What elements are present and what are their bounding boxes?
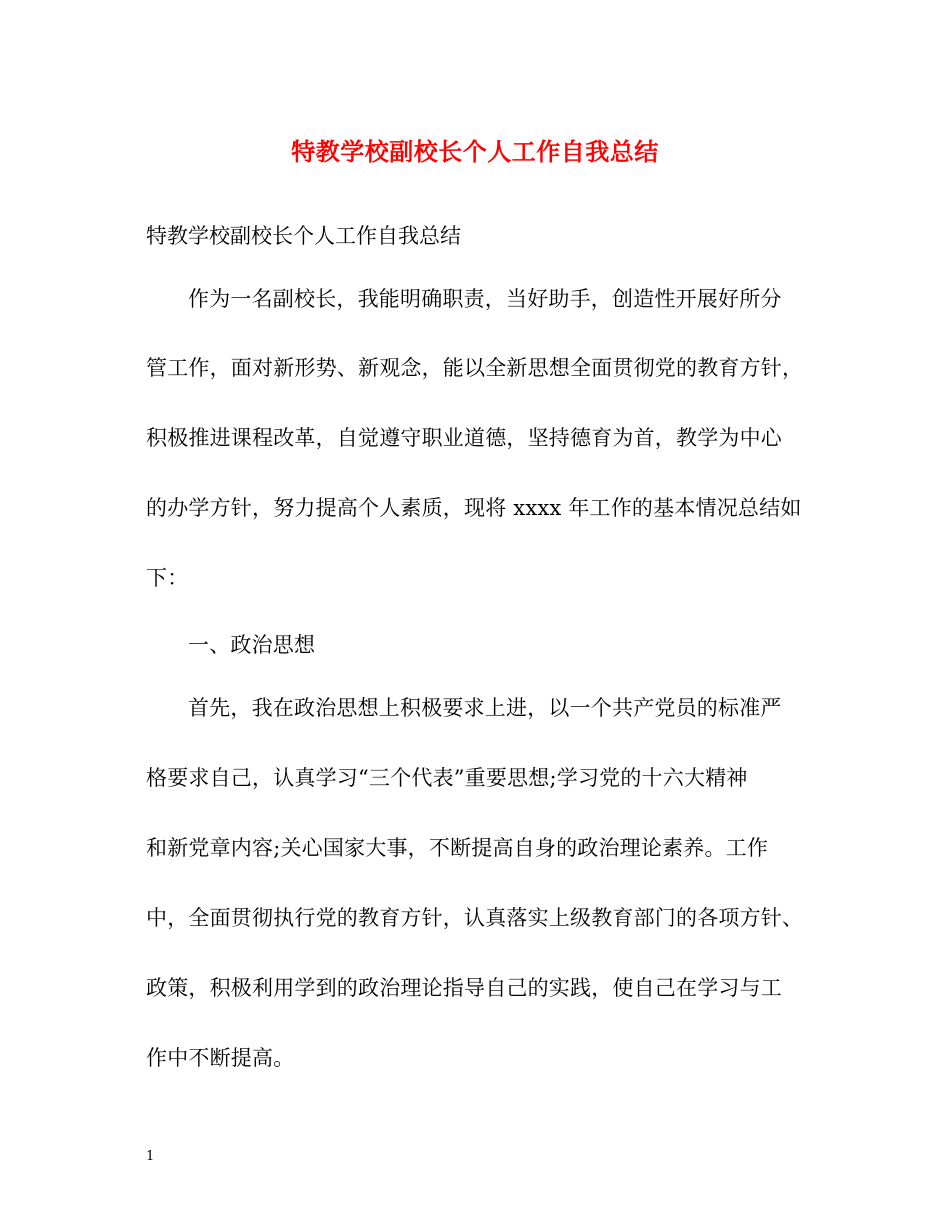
document-title: 特教学校副校长个人工作自我总结 <box>291 137 659 166</box>
paragraph-line: 和新党章内容;关心国家大事，不断提高自身的政治理论素养。工作 <box>146 836 769 860</box>
paragraph-line: 下： <box>146 566 189 590</box>
document-subtitle: 特教学校副校长个人工作自我总结 <box>146 224 461 248</box>
paragraph-line: 管工作，面对新形势、新观念，能以全新思想全面贯彻党的教育方针， <box>146 356 804 380</box>
page-number: 1 <box>146 1149 155 1164</box>
paragraph-line: 政策，积极利用学到的政治理论指导自己的实践，使自己在学习与工 <box>146 976 782 1000</box>
paragraph-line: 积极推进课程改革，自觉遵守职业道德，坚持德育为首，教学为中心 <box>146 426 782 450</box>
paragraph-line: 作为一名副校长，我能明确职责，当好助手，创造性开展好所分 <box>188 287 782 311</box>
paragraph-line: 首先，我在政治思想上积极要求上进，以一个共产党员的标准严 <box>188 696 782 720</box>
paragraph-line: 中，全面贯彻执行党的教育方针，认真落实上级教育部门的各项方针、 <box>146 906 804 930</box>
paragraph-line: 的办学方针，努力提高个人素质，现将 xxxx 年工作的基本情况总结如 <box>146 496 802 520</box>
paragraph-line: 作中不断提高。 <box>146 1046 295 1070</box>
paragraph-line: 格要求自己，认真学习“三个代表”重要思想;学习党的十六大精神 <box>146 766 748 790</box>
section-heading: 一、政治思想 <box>188 633 316 657</box>
